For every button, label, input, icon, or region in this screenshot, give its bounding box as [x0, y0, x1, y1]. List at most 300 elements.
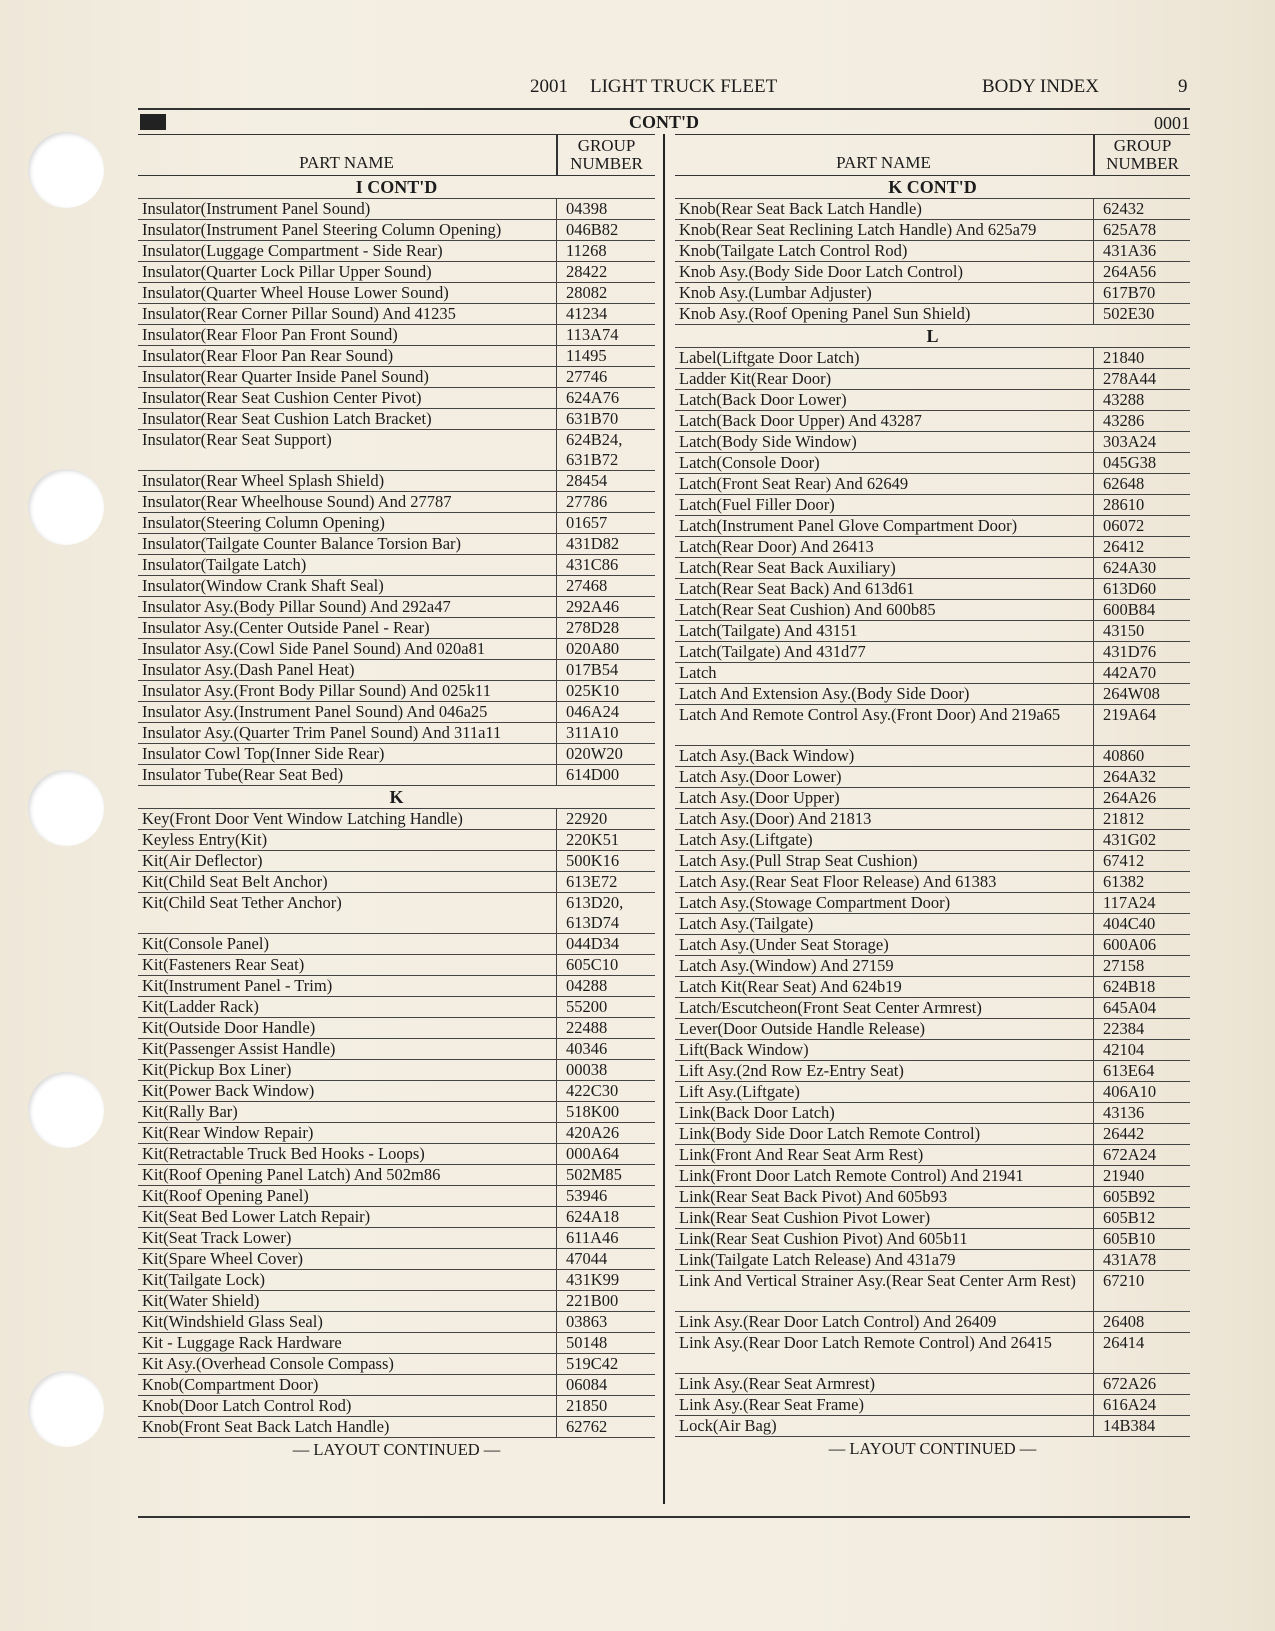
table-row [138, 1018, 655, 1039]
part-name-cell: Latch Asy.(Under Seat Storage) [679, 935, 889, 954]
group-number-cell: 502E30 [1103, 304, 1155, 323]
part-name-cell: Latch And Extension Asy.(Body Side Door) [679, 684, 970, 703]
binder-hole [28, 1371, 104, 1447]
table-row [675, 1040, 1190, 1061]
group-number-cell: 55200 [566, 997, 608, 1016]
part-name-cell: Kit(Instrument Panel - Trim) [142, 976, 333, 995]
part-name-cell: Latch Kit(Rear Seat) And 624b19 [679, 977, 902, 996]
group-number-cell: 431C86 [566, 555, 619, 574]
group-number-cell: 26408 [1103, 1312, 1145, 1331]
binder-hole [28, 469, 104, 545]
group-number-cell: 431D76 [1103, 642, 1157, 661]
group-number-cell: 631B70 [566, 409, 619, 428]
table-row [675, 746, 1190, 767]
table-row [138, 1144, 655, 1165]
group-number-cell: 28610 [1103, 495, 1145, 514]
group-number-cell: 14B384 [1103, 1416, 1156, 1435]
part-name-cell: Kit(Tailgate Lock) [142, 1270, 266, 1289]
table-row [138, 1417, 655, 1438]
header-year: 2001 [530, 76, 568, 97]
part-name-cell: Insulator(Tailgate Latch) [142, 555, 307, 574]
group-number-cell: 43286 [1103, 411, 1145, 430]
table-row [138, 409, 655, 430]
table-row [138, 1081, 655, 1102]
group-number-cell: 22920 [566, 809, 608, 828]
table-row [138, 639, 655, 660]
part-name-cell: Latch(Rear Seat Cushion) And 600b85 [679, 600, 936, 619]
part-name-cell: Kit - Luggage Rack Hardware [142, 1333, 342, 1352]
part-name-cell: Latch Asy.(Rear Seat Floor Release) And 61383 [679, 872, 997, 891]
table-row [675, 199, 1190, 220]
part-name-header: PART NAME [836, 153, 931, 172]
table-row [138, 1375, 655, 1396]
binder-hole [28, 1072, 104, 1148]
group-number-cell: 264A26 [1103, 788, 1157, 807]
part-name-cell: Ladder Kit(Rear Door) [679, 369, 832, 388]
part-name-cell: Link(Rear Seat Back Pivot) And 605b93 [679, 1187, 948, 1206]
table-row [675, 893, 1190, 914]
group-number-cell: 624A30 [1103, 558, 1157, 577]
group-number-cell: 06084 [566, 1375, 608, 1394]
part-name-cell: Knob(Compartment Door) [142, 1375, 319, 1394]
table-row [138, 471, 655, 492]
group-number-cell: 278A44 [1103, 369, 1157, 388]
part-name-cell: Insulator(Rear Wheelhouse Sound) And 27787 [142, 492, 452, 511]
section-heading: K [138, 786, 655, 809]
group-number-cell: 613E72 [566, 872, 618, 891]
group-number-cell: 40860 [1103, 746, 1145, 765]
table-row [138, 1060, 655, 1081]
group-number-cell: 00038 [566, 1060, 608, 1079]
section-heading: K CONT'D [675, 176, 1190, 199]
column-header [675, 134, 1190, 176]
top-rule [138, 108, 1190, 110]
part-name-cell: Insulator(Quarter Lock Pillar Upper Sound) [142, 262, 432, 281]
group-number-cell: 219A64 [1103, 705, 1157, 724]
table-row [138, 1102, 655, 1123]
group-number-cell: 220K51 [566, 830, 620, 849]
part-name-cell: Kit(Seat Bed Lower Latch Repair) [142, 1207, 371, 1226]
group-number-cell: 04288 [566, 976, 608, 995]
table-row [675, 1019, 1190, 1040]
part-name-cell: Link And Vertical Strainer Asy.(Rear Seat Center Arm Rest) [679, 1271, 1076, 1290]
part-name-cell: Link Asy.(Rear Seat Frame) [679, 1395, 864, 1414]
table-row [675, 241, 1190, 262]
table-row [138, 492, 655, 513]
table-row [675, 977, 1190, 998]
table-row [138, 1228, 655, 1249]
group-number-cell: 03863 [566, 1312, 608, 1331]
group-number-cell: 518K00 [566, 1102, 620, 1121]
part-name-cell: Insulator(Rear Floor Pan Front Sound) [142, 325, 398, 344]
group-number-cell: 605B92 [1103, 1187, 1156, 1206]
part-name-cell: Insulator Asy.(Dash Panel Heat) [142, 660, 355, 679]
table-row [675, 935, 1190, 956]
group-number-cell: 40346 [566, 1039, 608, 1058]
group-number-cell: 500K16 [566, 851, 620, 870]
part-name-cell: Kit Asy.(Overhead Console Compass) [142, 1354, 394, 1373]
part-name-cell: Latch Asy.(Door Upper) [679, 788, 840, 807]
table-row [138, 1333, 655, 1354]
table-row [138, 744, 655, 765]
part-name-cell: Latch Asy.(Back Window) [679, 746, 855, 765]
group-number-cell: 42104 [1103, 1040, 1145, 1059]
part-name-cell: Insulator Cowl Top(Inner Side Rear) [142, 744, 385, 763]
part-name-cell: Lock(Air Bag) [679, 1416, 777, 1435]
part-name-cell: Kit(Water Shield) [142, 1291, 260, 1310]
part-name-cell: Kit(Rally Bar) [142, 1102, 238, 1121]
part-name-cell: Key(Front Door Vent Window Latching Handle) [142, 809, 463, 828]
section-heading: L [675, 325, 1190, 348]
left-column [138, 134, 655, 1460]
part-name-cell: Latch Asy.(Liftgate) [679, 830, 813, 849]
table-row [138, 660, 655, 681]
part-name-cell: Knob Asy.(Roof Opening Panel Sun Shield) [679, 304, 971, 323]
part-name-cell: Latch(Instrument Panel Glove Compartment Door) [679, 516, 1018, 535]
group-number-cell: 672A24 [1103, 1145, 1157, 1164]
part-name-cell: Latch(Console Door) [679, 453, 820, 472]
part-name-cell: Kit(Rear Window Repair) [142, 1123, 314, 1142]
table-row [675, 1312, 1190, 1333]
table-row [675, 642, 1190, 663]
table-row [138, 1312, 655, 1333]
part-name-cell: Kit(Child Seat Tether Anchor) [142, 893, 342, 912]
table-row [138, 934, 655, 955]
table-row [138, 534, 655, 555]
table-row [675, 1395, 1190, 1416]
group-number-cell: 611A46 [566, 1228, 619, 1247]
group-number-cell: 617B70 [1103, 283, 1156, 302]
group-number-cell: 404C40 [1103, 914, 1156, 933]
part-name-cell: Insulator Asy.(Instrument Panel Sound) And 046a25 [142, 702, 488, 721]
group-number-cell: 01657 [566, 513, 608, 532]
group-number-cell: 624B24, 631B72 [566, 430, 623, 469]
group-number-cell: 624A18 [566, 1207, 620, 1226]
table-row [138, 1249, 655, 1270]
group-number-cell: 11268 [566, 241, 607, 260]
part-name-cell: Knob(Rear Seat Back Latch Handle) [679, 199, 922, 218]
table-row [138, 893, 655, 934]
group-number-cell: 020A80 [566, 639, 620, 658]
part-name-cell: Kit(Windshield Glass Seal) [142, 1312, 323, 1331]
group-number-cell: 624B18 [1103, 977, 1156, 996]
table-row [138, 997, 655, 1018]
group-number-cell: 21840 [1103, 348, 1145, 367]
part-name-cell: Latch(Tailgate) And 431d77 [679, 642, 866, 661]
table-row [675, 809, 1190, 830]
group-number-cell: 264A32 [1103, 767, 1157, 786]
table-row [675, 663, 1190, 684]
group-number-cell: 62648 [1103, 474, 1145, 493]
part-name-cell: Knob Asy.(Lumbar Adjuster) [679, 283, 872, 302]
group-number-cell: 645A04 [1103, 998, 1157, 1017]
column-header [138, 134, 655, 176]
layout-continued-note: — LAYOUT CONTINUED — [292, 1440, 501, 1459]
table-row [675, 788, 1190, 809]
group-number-cell: 06072 [1103, 516, 1145, 535]
part-name-cell: Link Asy.(Rear Seat Armrest) [679, 1374, 875, 1393]
layout-continued-note: — LAYOUT CONTINUED — [828, 1439, 1037, 1458]
group-number-cell: 605C10 [566, 955, 619, 974]
table-row [675, 705, 1190, 746]
table-row [675, 1166, 1190, 1187]
part-name-cell: Kit(Air Deflector) [142, 851, 263, 870]
part-name-cell: Link(Back Door Latch) [679, 1103, 835, 1122]
table-row [138, 765, 655, 786]
table-row [138, 1291, 655, 1312]
group-number-cell: 113A74 [566, 325, 619, 344]
table-row [675, 1208, 1190, 1229]
group-number-cell: 22384 [1103, 1019, 1145, 1038]
part-name-cell: Lift Asy.(Liftgate) [679, 1082, 800, 1101]
part-name-cell: Link(Front And Rear Seat Arm Rest) [679, 1145, 924, 1164]
group-number-cell: 27786 [566, 492, 608, 511]
group-number-cell: 11495 [566, 346, 607, 365]
table-row [138, 555, 655, 576]
banner-title: CONT'D [628, 112, 699, 132]
group-number-header: GROUP NUMBER [1106, 136, 1179, 173]
part-name-cell: Insulator(Rear Floor Pan Rear Sound) [142, 346, 394, 365]
table-row [138, 830, 655, 851]
table-row [138, 388, 655, 409]
part-name-cell: Insulator(Instrument Panel Steering Column Opening) [142, 220, 502, 239]
table-row [675, 1145, 1190, 1166]
bottom-rule [138, 1516, 1190, 1518]
table-row [138, 1123, 655, 1144]
table-row [675, 956, 1190, 977]
table-row [138, 1396, 655, 1417]
part-name-cell: Kit(Ladder Rack) [142, 997, 259, 1016]
group-number-cell: 21812 [1103, 809, 1145, 828]
table-row [675, 1374, 1190, 1395]
group-number-cell: 43150 [1103, 621, 1145, 640]
part-name-cell: Lever(Door Outside Handle Release) [679, 1019, 926, 1038]
part-name-cell: Latch [679, 663, 717, 682]
part-name-cell: Latch(Front Seat Rear) And 62649 [679, 474, 909, 493]
table-row [675, 304, 1190, 325]
part-name-cell: Knob(Rear Seat Reclining Latch Handle) And 625a79 [679, 220, 1037, 239]
group-number-cell: 43136 [1103, 1103, 1145, 1122]
part-name-cell: Latch Asy.(Door) And 21813 [679, 809, 872, 828]
group-number-cell: 278D28 [566, 618, 620, 637]
group-number-cell: 67412 [1103, 851, 1145, 870]
table-row [675, 474, 1190, 495]
part-name-cell: Knob(Door Latch Control Rod) [142, 1396, 352, 1415]
group-number-header: GROUP NUMBER [570, 136, 643, 173]
part-name-header: PART NAME [299, 153, 394, 172]
group-number-cell: 41234 [566, 304, 608, 323]
part-name-cell: Insulator Tube(Rear Seat Bed) [142, 765, 344, 784]
table-row [675, 1229, 1190, 1250]
group-number-cell: 605B12 [1103, 1208, 1156, 1227]
group-number-cell: 27746 [566, 367, 608, 386]
table-row [138, 430, 655, 471]
table-row [675, 1250, 1190, 1271]
part-name-cell: Latch And Remote Control Asy.(Front Door) And 219a65 [679, 705, 1061, 724]
table-row [138, 1186, 655, 1207]
table-row [675, 1271, 1190, 1312]
group-number-cell: 21940 [1103, 1166, 1145, 1185]
group-number-cell: 67210 [1103, 1271, 1145, 1290]
binder-hole [28, 770, 104, 846]
group-number-cell: 303A24 [1103, 432, 1157, 451]
table-row [138, 1207, 655, 1228]
part-name-cell: Lift(Back Window) [679, 1040, 809, 1059]
group-number-cell: 431K99 [566, 1270, 620, 1289]
part-name-cell: Label(Liftgate Door Latch) [679, 348, 860, 367]
part-name-cell: Knob(Tailgate Latch Control Rod) [679, 241, 908, 260]
table-row [675, 390, 1190, 411]
group-number-cell: 020W20 [566, 744, 623, 763]
column-divider [663, 134, 665, 1504]
group-number-cell: 21850 [566, 1396, 608, 1415]
part-name-cell: Lift Asy.(2nd Row Ez-Entry Seat) [679, 1061, 904, 1080]
group-number-cell: 613D20, 613D74 [566, 893, 624, 932]
group-number-cell: 04398 [566, 199, 608, 218]
part-name-cell: Latch(Tailgate) And 43151 [679, 621, 858, 640]
part-name-cell: Insulator Asy.(Body Pillar Sound) And 292a47 [142, 597, 451, 616]
group-number-cell: 046A24 [566, 702, 620, 721]
table-row [675, 516, 1190, 537]
part-name-cell: Kit(Roof Opening Panel) [142, 1186, 309, 1205]
group-number-cell: 045G38 [1103, 453, 1157, 472]
part-name-cell: Latch Asy.(Window) And 27159 [679, 956, 894, 975]
table-row [675, 369, 1190, 390]
table-row [138, 1354, 655, 1375]
part-name-cell: Insulator(Rear Wheel Splash Shield) [142, 471, 385, 490]
group-number-cell: 614D00 [566, 765, 620, 784]
table-row [138, 199, 655, 220]
part-name-cell: Latch(Back Door Lower) [679, 390, 847, 409]
table-row [675, 453, 1190, 474]
group-number-cell: 311A10 [566, 723, 619, 742]
table-row [138, 304, 655, 325]
part-name-cell: Insulator(Tailgate Counter Balance Torsion Bar) [142, 534, 462, 553]
part-name-cell: Insulator(Rear Seat Support) [142, 430, 332, 449]
table-row [138, 262, 655, 283]
table-row [138, 367, 655, 388]
table-row [675, 537, 1190, 558]
group-number-cell: 431A36 [1103, 241, 1157, 260]
table-row [675, 348, 1190, 369]
table-row [675, 1416, 1190, 1437]
header-title: LIGHT TRUCK FLEET [590, 76, 778, 97]
table-row [138, 241, 655, 262]
group-number-cell: 046B82 [566, 220, 619, 239]
part-name-cell: Kit(Roof Opening Panel Latch) And 502m86 [142, 1165, 441, 1184]
part-name-cell: Insulator(Steering Column Opening) [142, 513, 385, 532]
table-row [138, 851, 655, 872]
part-name-cell: Link(Body Side Door Latch Remote Control) [679, 1124, 981, 1143]
part-name-cell: Kit(Console Panel) [142, 934, 269, 953]
part-name-cell: Insulator(Rear Quarter Inside Panel Sound) [142, 367, 429, 386]
table-row [675, 558, 1190, 579]
part-name-cell: Latch Asy.(Tailgate) [679, 914, 814, 933]
group-number-cell: 600A06 [1103, 935, 1157, 954]
group-number-cell: 000A64 [566, 1144, 620, 1163]
table-row [138, 809, 655, 830]
table-row [138, 513, 655, 534]
table-row [138, 346, 655, 367]
part-name-cell: Keyless Entry(Kit) [142, 830, 268, 849]
group-number-cell: 26412 [1103, 537, 1145, 556]
header-page-number: 9 [1178, 76, 1188, 97]
part-name-cell: Link(Front Door Latch Remote Control) And 21941 [679, 1166, 1024, 1185]
group-number-cell: 431G02 [1103, 830, 1157, 849]
group-number-cell: 624A76 [566, 388, 620, 407]
group-number-cell: 62762 [566, 1417, 608, 1436]
binder-hole [28, 132, 104, 208]
group-number-cell: 017B54 [566, 660, 619, 679]
group-number-cell: 600B84 [1103, 600, 1156, 619]
part-name-cell: Insulator(Rear Corner Pillar Sound) And 41235 [142, 304, 456, 323]
group-number-cell: 264W08 [1103, 684, 1160, 703]
table-row [675, 872, 1190, 893]
table-row [675, 830, 1190, 851]
table-row [675, 1061, 1190, 1082]
group-number-cell: 50148 [566, 1333, 608, 1352]
part-name-cell: Latch(Rear Seat Back) And 613d61 [679, 579, 915, 598]
group-number-cell: 117A24 [1103, 893, 1156, 912]
group-number-cell: 613D60 [1103, 579, 1157, 598]
group-number-cell: 221B00 [566, 1291, 619, 1310]
table-row [138, 872, 655, 893]
group-number-cell: 28454 [566, 471, 608, 490]
group-number-cell: 420A26 [566, 1123, 620, 1142]
page-header [0, 76, 1275, 102]
group-number-cell: 26414 [1103, 1333, 1145, 1352]
table-row [138, 618, 655, 639]
part-name-cell: Insulator(Rear Seat Cushion Center Pivot) [142, 388, 422, 407]
part-name-cell: Kit(Spare Wheel Cover) [142, 1249, 303, 1268]
table-row [138, 976, 655, 997]
group-number-cell: 27468 [566, 576, 608, 595]
part-name-cell: Insulator(Luggage Compartment - Side Rear) [142, 241, 443, 260]
group-number-cell: 502M85 [566, 1165, 622, 1184]
group-number-cell: 292A46 [566, 597, 620, 616]
part-name-cell: Link(Rear Seat Cushion Pivot Lower) [679, 1208, 931, 1227]
part-name-cell: Link Asy.(Rear Door Latch Control) And 26409 [679, 1312, 997, 1331]
part-name-cell: Kit(Pickup Box Liner) [142, 1060, 292, 1079]
part-name-cell: Latch(Rear Door) And 26413 [679, 537, 874, 556]
part-name-cell: Kit(Passenger Assist Handle) [142, 1039, 336, 1058]
group-number-cell: 442A70 [1103, 663, 1157, 682]
table-row [675, 579, 1190, 600]
table-row [675, 998, 1190, 1019]
group-number-cell: 28082 [566, 283, 608, 302]
group-number-cell: 61382 [1103, 872, 1145, 891]
part-name-cell: Kit(Outside Door Handle) [142, 1018, 316, 1037]
part-name-cell: Insulator(Rear Seat Cushion Latch Bracket) [142, 409, 432, 428]
part-name-cell: Latch(Back Door Upper) And 43287 [679, 411, 922, 430]
part-name-cell: Kit(Retractable Truck Bed Hooks - Loops) [142, 1144, 425, 1163]
group-number-cell: 26442 [1103, 1124, 1145, 1143]
table-row [138, 681, 655, 702]
table-row [675, 1124, 1190, 1145]
part-name-cell: Insulator Asy.(Center Outside Panel - Rear) [142, 618, 430, 637]
table-row [675, 914, 1190, 935]
group-number-cell: 605B10 [1103, 1229, 1156, 1248]
table-row [138, 576, 655, 597]
part-name-cell: Knob Asy.(Body Side Door Latch Control) [679, 262, 963, 281]
part-name-cell: Link(Tailgate Latch Release) And 431a79 [679, 1250, 956, 1269]
part-name-cell: Insulator(Instrument Panel Sound) [142, 199, 371, 218]
group-number-cell: 53946 [566, 1186, 608, 1205]
table-row [675, 495, 1190, 516]
table-row [675, 220, 1190, 241]
right-column [675, 134, 1190, 1459]
table-row [675, 600, 1190, 621]
